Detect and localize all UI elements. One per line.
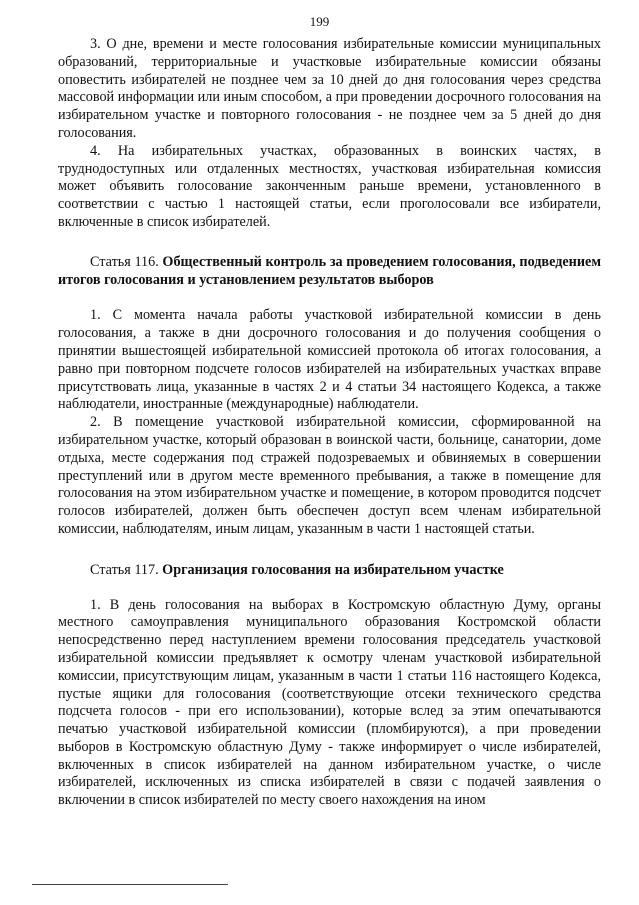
- article-116-heading: [58, 254, 601, 290]
- document-body: [58, 36, 601, 810]
- paragraph-3-notification: 3. О дне, времени и месте голосования избирательные комиссии муниципальных образований, территориальные и участковые избирательные комиссии обязаны оповестить избирателей не позднее чем за 10 дней до дня голосования через средства массовой информации или иным способом, а при проведении досрочного голосования на избирательном участке и повторного голосования - не позднее чем за 5 дней до дня голосования.: [58, 36, 601, 141]
- article-116-paragraph-2: 2. В помещение участковой избирательной комиссии, сформированной на избирательном участке, который образован в воинской части, больнице, санатории, доме отдыха, месте содержания под стражей подозреваемых и обвиняемых в совершении преступлений или в другом месте временного пребывания, а также в помещение для голосования на этом избирательном участке и помещение, в котором проводится подсчет голосов избирателей, должен быть обеспечен доступ всем членам избирательной комиссии, наблюдателям, иным лицам, указанным в части 1 настоящей статьи.: [58, 414, 601, 537]
- paragraph-4-early-close: 4. На избирательных участках, образованных в воинских частях, в труднодоступных или отдаленных местностях, участковая избирательная комиссия может объявить голосование законченным раньше времени, установленного в соответствии с частью 1 настоящей статьи, если проголосовали все избиратели, включенные в список избирателей.: [58, 142, 601, 230]
- article-117-number: Статья 117.: [90, 561, 163, 578]
- article-116-paragraph-1: 1. С момента начала работы участковой избирательной комиссии в день голосования, а также в дни досрочного голосования и до получения сообщения о принятии вышестоящей избирательной комиссией протокола об итогах голосования, а равно при повторном подсчете голосов избирателей на избирательных участках вправе присутствовать лица, указанные в частях 2 и 4 статьи 34 настоящего Кодекса, а также наблюдатели, иностранные (международные) наблюдатели.: [58, 307, 601, 413]
- page-number: 199: [309, 14, 330, 29]
- footnote-separator-line: [32, 884, 228, 885]
- article-117-title: Организация голосования на избирательном участке: [162, 561, 504, 578]
- article-117-paragraph-1: 1. В день голосования на выборах в Костромскую областную Думу, органы местного самоуправления муниципального образования Костромской области непосредственно перед наступлением времени голосования председатель участковой избирательной комиссии предъявляет к осмотру членам участковой избирательной комиссии, присутствующим лицам, указанным в части 1 статьи 116 настоящего Кодекса, пустые ящики для голосования (соответствующие отсеки технического средства подсчета голосов - при его использовании), которые вслед за этим опечатываются печатью участковой избирательной комиссии (пломбируются), а при проведении выборов в Костромскую областную Думу - также информирует о числе избирателей, включенных в список избирателей на данном избирательном участке, о числе избирателей, исключенных из списка избирателей в связи с подачей заявления о включении в список избирателей по месту своего нахождения на ином: [58, 596, 601, 809]
- article-116-number: Статья 116.: [90, 253, 163, 270]
- article-117-heading: [58, 562, 601, 580]
- article-116-title: Общественный контроль за проведением голосования, подведением итогов голосования и установлением результатов выборов: [58, 253, 601, 288]
